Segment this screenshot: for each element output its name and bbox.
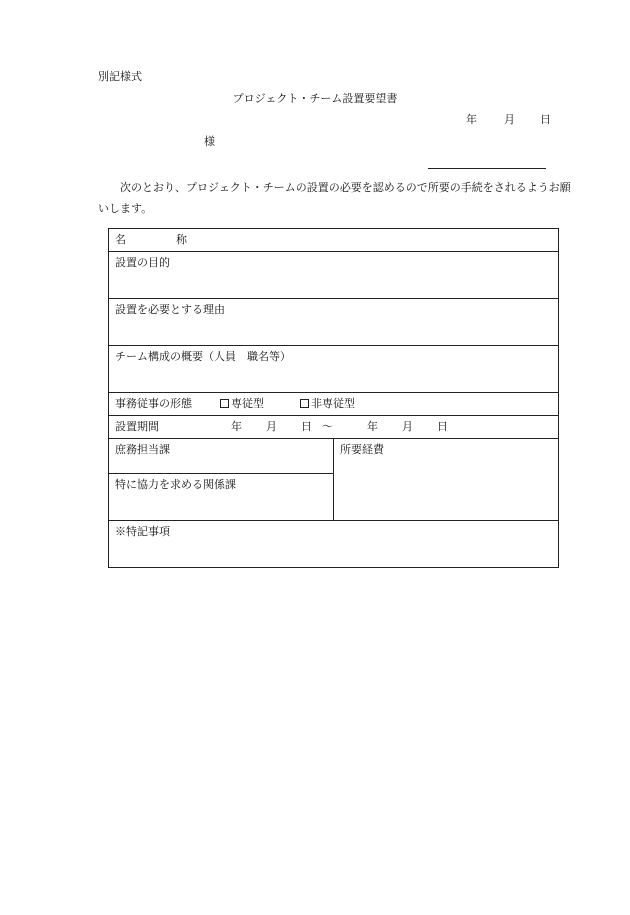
row-name	[109, 229, 559, 252]
intro-text: 次のとおり、プロジェクト・チームの設置の必要を認めるので所要の手続をされるようお願いします。	[98, 181, 571, 215]
row-reason	[109, 299, 559, 346]
period-label: 設置期間	[115, 420, 159, 433]
period-end-year: 年	[367, 420, 378, 433]
non-dedicated-checkbox[interactable]	[300, 399, 309, 408]
general-affairs-label: 庶務担当課	[115, 443, 170, 456]
signature-line	[428, 168, 546, 169]
period-cell[interactable]	[109, 416, 559, 439]
notes-cell[interactable]	[109, 521, 559, 568]
period-start-day: 日	[301, 420, 312, 433]
notes-label: ※特記事項	[115, 525, 170, 538]
row-composition	[109, 346, 559, 393]
row-general-affairs	[109, 439, 559, 474]
period-start-year: 年	[231, 420, 242, 433]
form-label: 別記様式	[98, 70, 142, 83]
name-label-2: 称	[176, 233, 187, 246]
date-month: 月	[504, 113, 515, 126]
cooperation-cell[interactable]	[109, 474, 334, 521]
reason-cell[interactable]	[109, 299, 559, 346]
composition-cell[interactable]	[109, 346, 559, 393]
row-period	[109, 416, 559, 439]
addressee-suffix: 様	[204, 135, 215, 148]
period-tilde: ～	[322, 420, 333, 433]
cooperation-label: 特に協力を求める関係課	[115, 478, 236, 491]
row-notes	[109, 521, 559, 568]
row-form-type	[109, 393, 559, 416]
form-type-cell	[109, 393, 559, 416]
dedicated-checkbox[interactable]	[220, 399, 229, 408]
reason-label: 設置を必要とする理由	[115, 303, 225, 316]
date-day: 日	[540, 113, 551, 126]
purpose-label: 設置の目的	[115, 256, 170, 269]
name-cell[interactable]	[109, 229, 559, 252]
form-type-label: 事務従事の形態	[115, 397, 192, 410]
expenses-label: 所要経費	[340, 443, 384, 456]
purpose-cell[interactable]	[109, 252, 559, 299]
name-label-1: 名	[115, 233, 126, 246]
non-dedicated-option-label: 非専従型	[311, 397, 355, 410]
expenses-cell[interactable]	[334, 439, 559, 521]
dedicated-option-label: 専従型	[231, 397, 264, 410]
composition-label: チーム構成の概要（人員 職名等）	[115, 350, 291, 363]
document-title: プロジェクト・チーム設置要望書	[232, 92, 398, 105]
request-form-table	[108, 228, 559, 568]
general-affairs-cell[interactable]	[109, 439, 334, 474]
row-purpose	[109, 252, 559, 299]
period-end-month: 月	[402, 420, 413, 433]
date-line	[466, 113, 551, 127]
period-start-month: 月	[266, 420, 277, 433]
period-end-day: 日	[437, 420, 448, 433]
date-year: 年	[466, 113, 477, 126]
